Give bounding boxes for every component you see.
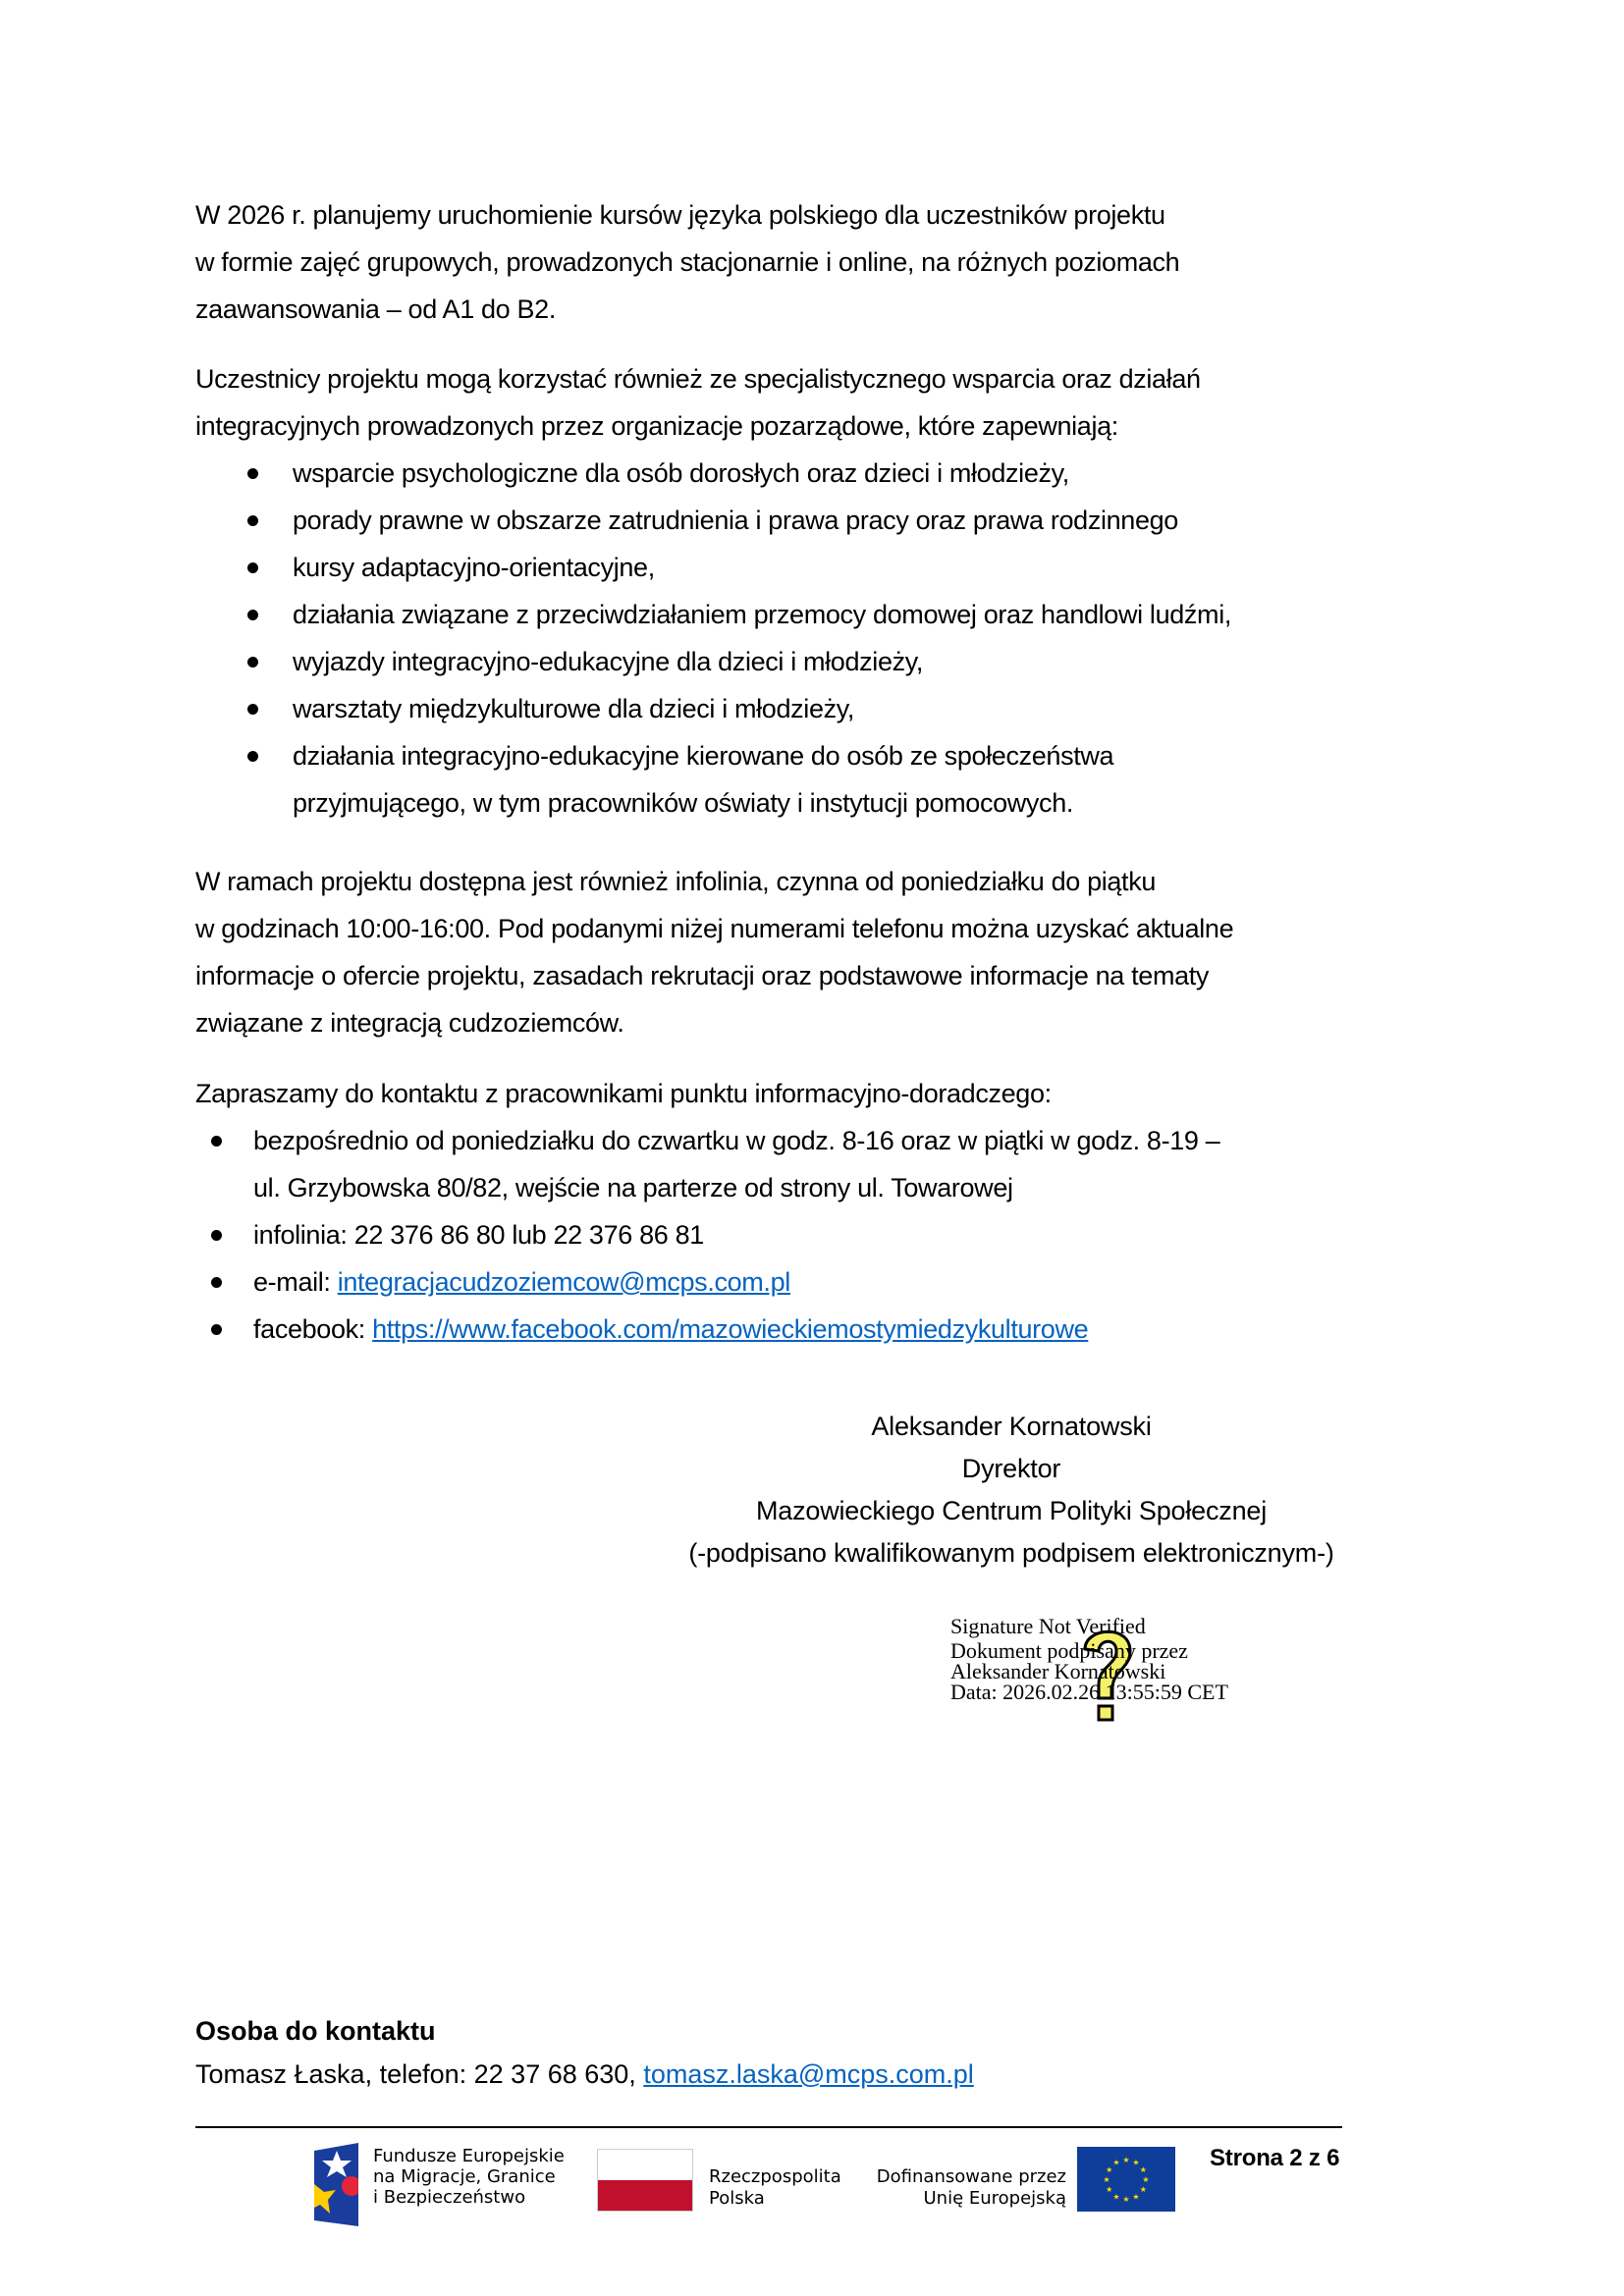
bullet-icon [247, 704, 258, 715]
eu-star-icon: ★ [1139, 2165, 1147, 2174]
list-item [195, 732, 1413, 827]
text-line: w godzinach 10:00-16:00. Pod podanymi niżej numerami telefonu można uzyskać aktualne [195, 914, 1234, 943]
signer-title: Dyrektor [961, 1454, 1061, 1483]
list-item-text: przyjmującego, w tym pracowników oświaty i instytucji pomocowych. [293, 788, 1074, 818]
text-line: W 2026 r. planujemy uruchomienie kursów języka polskiego dla uczestników projektu [195, 200, 1165, 230]
eu-star-icon: ★ [1112, 2158, 1120, 2167]
signature-stamp[interactable] [950, 1616, 1228, 1702]
eu-star-icon: ★ [1106, 2165, 1113, 2174]
list-item [195, 544, 1413, 591]
facebook-label: facebook: [253, 1314, 373, 1344]
signature-note: (-podpisano kwalifikowanym podpisem elektronicznym-) [688, 1538, 1334, 1568]
signer-name: Aleksander Kornatowski [871, 1412, 1152, 1441]
contact-text: Tomasz Łaska, telefon: 22 37 68 630, [195, 2059, 644, 2089]
page-number: Strona 2 z 6 [1210, 2145, 1340, 2171]
bullet-icon [247, 562, 258, 573]
fe-logo-line: i Bezpieczeństwo [373, 2187, 526, 2208]
eu-star-icon: ★ [1103, 2175, 1110, 2184]
bullet-icon [211, 1136, 222, 1147]
eu-logo-text [864, 2166, 1066, 2210]
list-item-text: działania integracyjno-edukacyjne kierowane do osób ze społeczeństwa [293, 741, 1114, 771]
pl-logo-text [709, 2166, 841, 2210]
bullet-icon [247, 515, 258, 526]
eu-star-icon: ★ [1122, 2195, 1130, 2204]
list-item [195, 638, 1413, 685]
list-item-text: warsztaty międzykulturowe dla dzieci i młodzieży, [293, 694, 855, 723]
text-line: informacje o ofercie projektu, zasadach rekrutacji oraz podstawowe informacje na tematy [195, 961, 1210, 990]
polish-flag-icon [597, 2149, 693, 2212]
contact-person [195, 2009, 974, 2096]
eu-star-icon: ★ [1112, 2192, 1120, 2202]
bullet-icon [211, 1230, 222, 1241]
eu-star-icon: ★ [1132, 2192, 1140, 2202]
support-list [195, 450, 1413, 827]
infoline-text: infolinia: 22 376 86 80 lub 22 376 86 81 [253, 1220, 704, 1250]
list-item [195, 685, 1413, 732]
pl-logo-line: Rzeczpospolita [709, 2166, 841, 2187]
list-item [195, 591, 1413, 638]
list-item [195, 450, 1413, 497]
text-line: w formie zajęć grupowych, prowadzonych stacjonarnie i online, na różnych poziomach [195, 247, 1180, 277]
eu-star-icon: ★ [1142, 2175, 1150, 2184]
infoline-paragraph [195, 858, 1413, 1046]
list-item-text: działania związane z przeciwdziałaniem przemocy domowej oraz handlowi ludźmi, [293, 600, 1231, 629]
fe-logo-line: na Migracje, Granice [373, 2166, 556, 2187]
signature-block [648, 1406, 1375, 1575]
email-link[interactable]: integracjacudzoziemcow@mcps.com.pl [337, 1267, 790, 1297]
bullet-icon [211, 1277, 222, 1288]
support-paragraph [195, 355, 1413, 827]
stamp-date: Data: 2026.02.26 13:55:59 CET [950, 1680, 1228, 1704]
list-item-text: porady prawne w obszarze zatrudnienia i prawa pracy oraz prawa rodzinnego [293, 506, 1178, 535]
bullet-icon [247, 468, 258, 479]
list-item-text: kursy adaptacyjno-orientacyjne, [293, 553, 655, 582]
eu-flag-icon [1077, 2147, 1175, 2212]
contact-paragraph [195, 1070, 1413, 1353]
bullet-icon [247, 657, 258, 667]
bullet-icon [247, 751, 258, 762]
eu-logo-line: Unię Europejską [923, 2188, 1066, 2209]
list-item-text: wsparcie psychologiczne dla osób dorosłych oraz dzieci i młodzieży, [293, 458, 1069, 488]
facebook-link[interactable]: https://www.facebook.com/mazowieckiemostymiedzykulturowe [372, 1314, 1089, 1344]
fe-logo-text [373, 2146, 565, 2208]
signer-institution: Mazowieckiego Centrum Polityki Społecznej [755, 1496, 1268, 1525]
stamp-line: Dokument podpisany przez [950, 1638, 1188, 1663]
text-line: Uczestnicy projektu mogą korzystać również ze specjalistycznego wsparcia oraz działań [195, 364, 1201, 394]
eu-star-icon: ★ [1122, 2156, 1130, 2164]
list-item-text: ul. Grzybowska 80/82, wejście na parterze od strony ul. Towarowej [253, 1173, 1013, 1202]
eu-star-icon: ★ [1139, 2185, 1147, 2194]
stamp-line: Aleksander Kornatowski [950, 1659, 1166, 1683]
fe-logo-icon [314, 2143, 358, 2226]
contact-list [195, 1117, 1413, 1353]
email-label: e-mail: [253, 1267, 338, 1297]
eu-star-icon: ★ [1132, 2158, 1140, 2167]
list-item [195, 1258, 1413, 1306]
intro-paragraph [195, 191, 1413, 333]
text-line: Zapraszamy do kontaktu z pracownikami punktu informacyjno-doradczego: [195, 1079, 1052, 1108]
signature-status: Signature Not Verified [950, 1614, 1146, 1638]
text-line: zaawansowania – od A1 do B2. [195, 294, 556, 324]
fe-logo-line: Fundusze Europejskie [373, 2146, 565, 2166]
list-item-text: bezpośrednio od poniedziałku do czwartku w godz. 8-16 oraz w piątki w godz. 8-19 – [253, 1126, 1220, 1155]
bullet-icon [247, 610, 258, 620]
text-line: związane z integracją cudzoziemców. [195, 1008, 624, 1038]
list-item-text: wyjazdy integracyjno-edukacyjne dla dzieci i młodzieży, [293, 647, 924, 676]
text-line: W ramach projektu dostępna jest również infolinia, czynna od poniedziałku do piątku [195, 867, 1157, 896]
footer-divider [195, 2126, 1342, 2128]
pl-logo-line: Polska [709, 2188, 765, 2209]
eu-logo-line: Dofinansowane przez [876, 2166, 1066, 2187]
list-item [195, 497, 1413, 544]
contact-email-link[interactable]: tomasz.laska@mcps.com.pl [643, 2059, 974, 2089]
bullet-icon [211, 1324, 222, 1335]
text-line: integracyjnych prowadzonych przez organizacje pozarządowe, które zapewniają: [195, 411, 1118, 441]
contact-heading: Osoba do kontaktu [195, 2016, 436, 2046]
list-item [195, 1117, 1413, 1211]
list-item [195, 1306, 1413, 1353]
list-item [195, 1211, 1413, 1258]
eu-star-icon: ★ [1106, 2185, 1113, 2194]
